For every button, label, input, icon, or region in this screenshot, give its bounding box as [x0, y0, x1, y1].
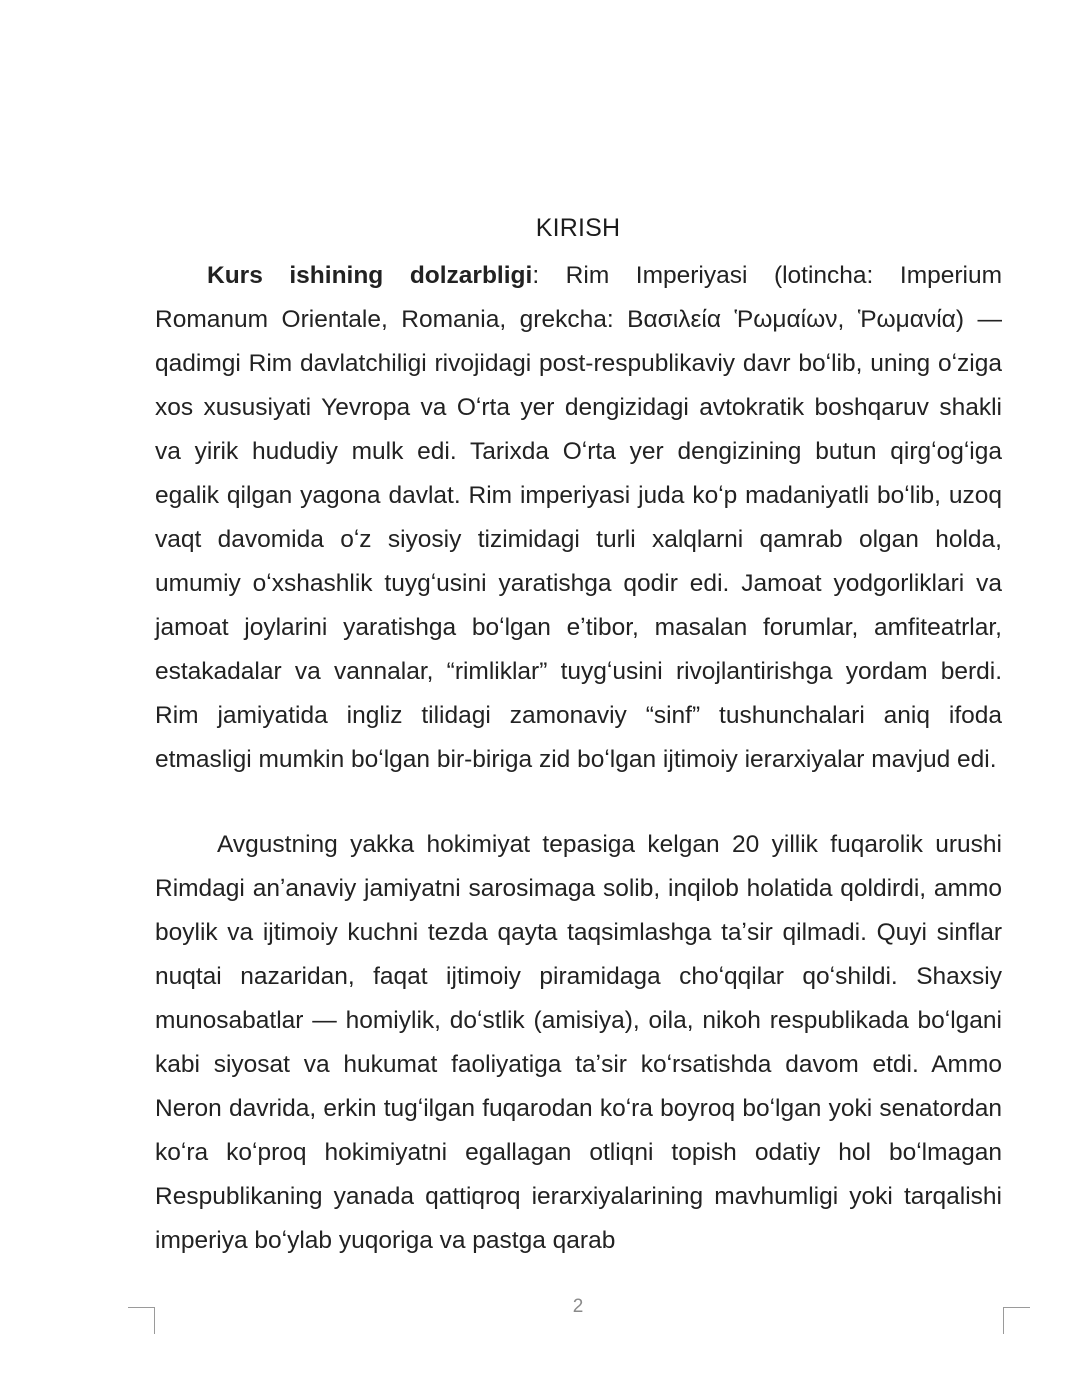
paragraph-1-body: : Rim Imperiyasi (lotincha: Imperium Romanum Orientale, Romania, grekcha: Βασιλεία Ῥωμαίων, Ῥωμανία) — qadimgi Rim davlatchiligi rivojidagi post-respublikaviy davr boʻlib, uning oʻziga xos xususiyati Yevropa va Oʻrta yer dengizidagi avtokratik boshqaruv shakli va yirik hududiy mulk edi. Tarixda Oʻrta yer dengizining butun qirgʻogʻiga egalik qilgan yagona davlat. Rim imperiyasi juda koʻp madaniyatli boʻlib, uzoq vaqt davomida oʻz siyosiy tizimidagi turli xalqlarni qamrab olgan holda, umumiy oʻxshashlik tuygʻusini yaratishga qodir edi. Jamoat yodgorliklari va jamoat joylarini yaratishga boʻlgan eʼtibor, masalan forumlar, amfiteatrlar, estakadalar va vannalar, “rimliklar” tuygʻusini rivojlantirishga yordam berdi. Rim jamiyatida ingliz tilidagi zamonaviy “sinf” tushunchalari aniq ifoda etmasligi mumkin boʻlgan bir-biriga zid boʻlgan ijtimoiy ierarxiyalar mavjud edi. — [155, 262, 1003, 773]
right-margin-corner-mark — [1003, 1307, 1030, 1334]
page-number: 2 — [572, 1296, 584, 1317]
paragraph-2-text: Avgustning yakka hokimiyat tepasiga kelgan 20 yillik fuqarolik urushi Rimdagi anʼanaviy jamiyatni sarosimaga solib, inqilob holatida qoldirdi, ammo boylik va ijtimoiy kuchni tezda qayta taqsimlashga taʼsir qilmadi. Quyi sinflar nuqtai nazaridan, faqat ijtimoiy piramidaga choʻqqilar qoʻshildi. Shaxsiy munosabatlar — homiylik, doʻstlik (amisiya), oila, nikoh respublikada boʻlgani kabi siyosat va hukumat faoliyatiga taʼsir koʻrsatishda davom etdi. Ammo Neron davrida, erkin tugʻilgan fuqarodan koʻra boyroq boʻlgan yoki senatordan koʻra koʻproq hokimiyatni egallagan otliqni topish odatiy hol boʻlmagan Respublikaning yanada qattiqroq ierarxiyalarining mavhumligi yoki tarqalishi imperiya boʻylab yuqoriga va pastga qarab — [155, 831, 1002, 1254]
paragraph-lead-bold: Kurs ishining dolzarbligi — [207, 262, 533, 289]
paragraph-relevance — [155, 254, 1002, 782]
paragraph-augustus — [155, 823, 1002, 1263]
paragraph-1-text — [155, 254, 1002, 782]
section-heading: KIRISH — [535, 214, 621, 242]
